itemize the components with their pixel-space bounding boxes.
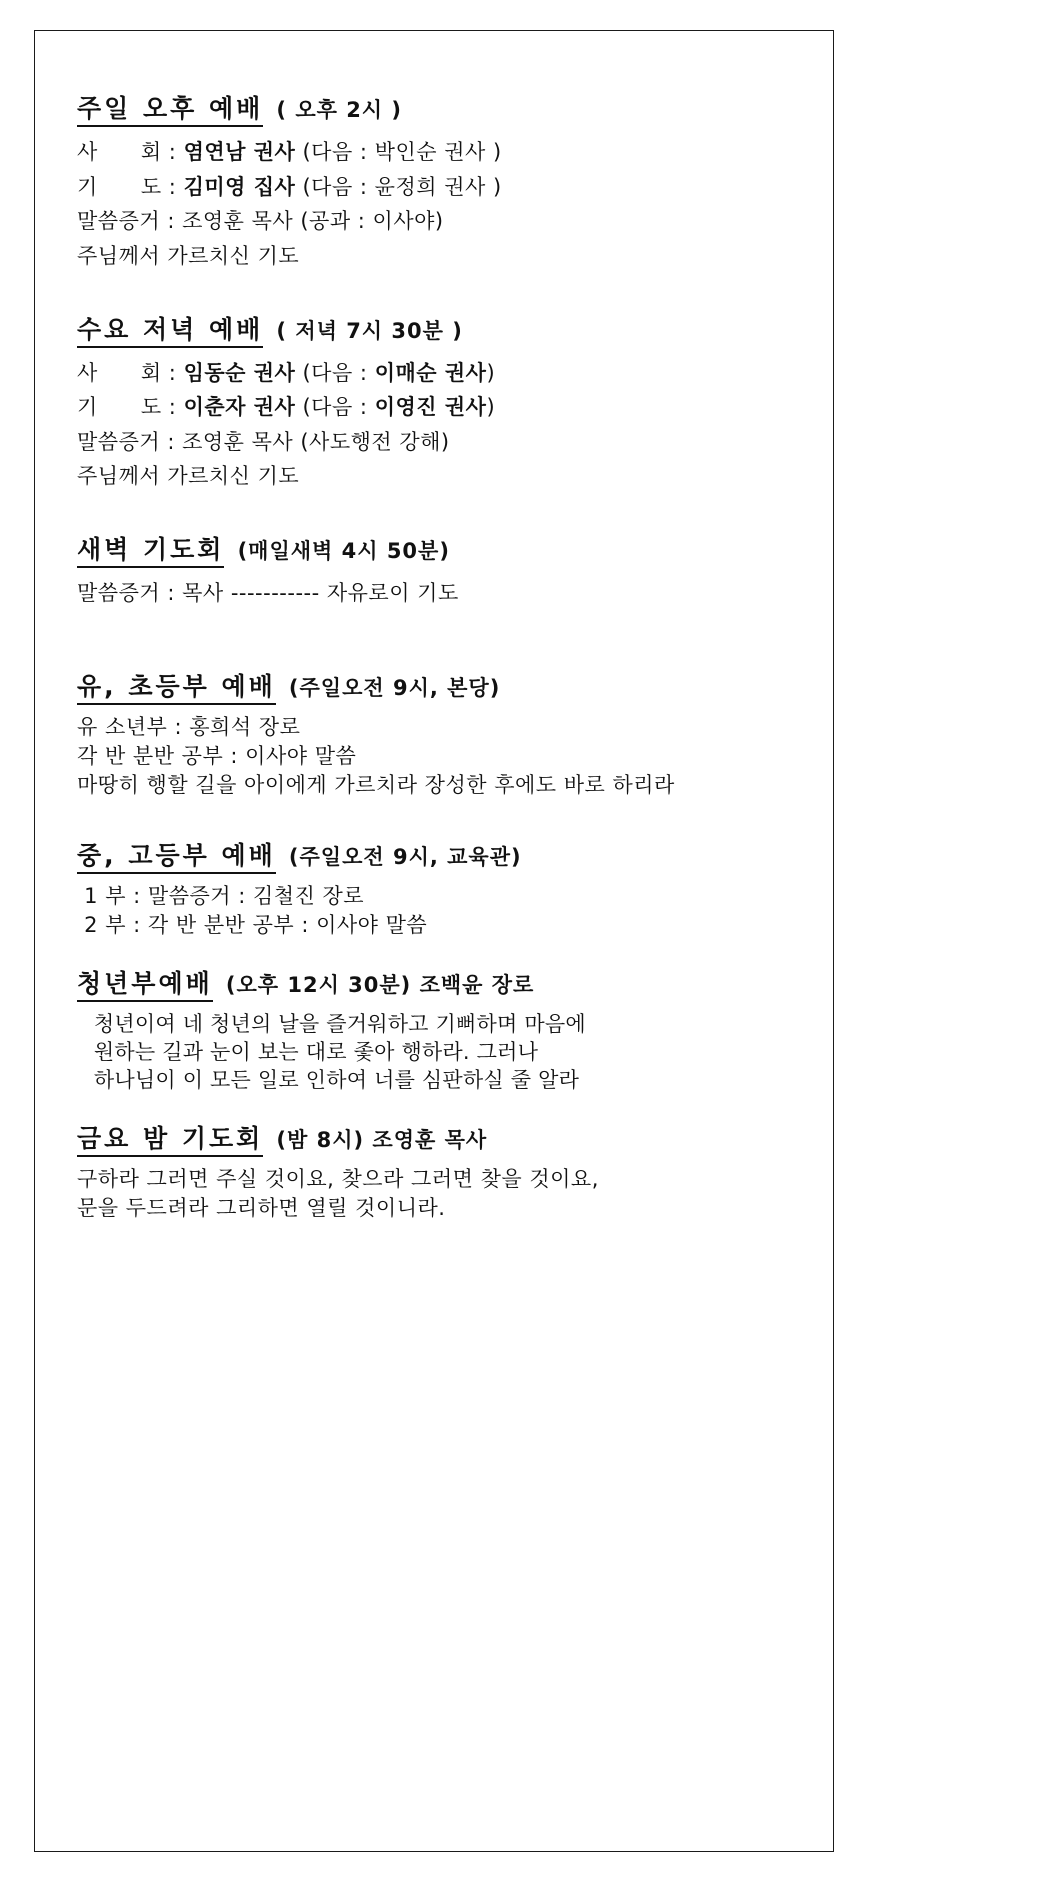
section-line: 각 반 분반 공부 : 이사야 말씀 (77, 743, 357, 768)
section-line: 말씀증거 : 조영훈 목사 (공과 : 이사야) (77, 209, 444, 234)
verse-line: 원하는 길과 눈이 보는 대로 좇아 행하라. 그러나 (87, 1039, 539, 1064)
section-young-adult-service (77, 964, 813, 1095)
verse-line: 하나님이 이 모든 일로 인하여 너를 심판하실 줄 알라 (87, 1068, 580, 1093)
line-label: 사 회 : (77, 140, 184, 164)
section-subtitle: (주일오전 9시, 본당) (288, 675, 501, 700)
spacer (77, 950, 813, 964)
bulletin-content (35, 89, 833, 1223)
section-subtitle: (오후 12시 30분) 조백윤 장로 (225, 972, 535, 997)
line-label: 사 회 : (77, 360, 184, 385)
line-label: 기 도 : (77, 395, 184, 420)
section-line: 유 소년부 : 홍희석 장로 (77, 714, 301, 739)
section-subtitle: (밤 8시) 조영훈 목사 (276, 1127, 488, 1152)
line-strong-2: 이영진 권사 (374, 395, 487, 420)
section-heading (77, 89, 813, 125)
section-line: 주님께서 가르치신 기도 (77, 243, 300, 268)
section-middle-high-school-service (77, 836, 813, 940)
section-kindergarten-elementary-service (77, 667, 813, 800)
verse-line: 청년이여 네 청년의 날을 즐거워하고 기뻐하며 마음에 (87, 1011, 586, 1036)
section-title: 청년부예배 (77, 969, 213, 1002)
section-line (77, 390, 813, 425)
section-subtitle: (매일새벽 4시 50분) (237, 539, 450, 564)
line-label: 기 도 : (77, 174, 184, 199)
section-line (77, 356, 813, 391)
line-rest-2: ) (486, 395, 496, 420)
section-line: 말씀증거 : 목사 ----------- 자유로이 기도 (77, 581, 459, 606)
spacer (77, 1105, 813, 1119)
line-rest: (다음 : 윤정희 권사 ) (295, 174, 502, 199)
line-rest: (다음 : (295, 360, 375, 385)
section-heading (77, 667, 813, 703)
line-rest: (다음 : (295, 395, 375, 420)
section-line: 말씀증거 : 조영훈 목사 (사도행전 강해) (77, 429, 450, 454)
section-title: 중, 고등부 예배 (77, 841, 276, 874)
section-line (77, 170, 813, 205)
section-line: 1 부 : 말씀증거 : 김철진 장로 (77, 883, 365, 908)
line-rest: (다음 : 박인순 권사 ) (295, 140, 502, 164)
line-strong: 이춘자 권사 (183, 395, 296, 420)
line-strong: 임동순 권사 (183, 360, 296, 385)
section-heading (77, 836, 813, 872)
section-line: 문을 두드려라 그리하면 열릴 것이니라. (77, 1195, 446, 1220)
section-subtitle: ( 저녁 7시 30분 ) (276, 318, 463, 343)
spacer (77, 810, 813, 836)
spacer (77, 504, 813, 530)
section-dawn-prayer-meeting (77, 530, 813, 611)
line-strong: 염연남 권사 (183, 140, 296, 164)
section-title: 수요 저녁 예배 (77, 315, 263, 348)
line-strong-2: 이매순 권사 (374, 360, 487, 385)
section-line: 마땅히 행할 길을 아이에게 가르치라 장성한 후에도 바로 하리라 (77, 772, 675, 797)
section-title: 금요 밤 기도회 (77, 1124, 263, 1157)
section-line: 구하라 그러면 주실 것이요, 찾으라 그러면 찾을 것이요, (77, 1166, 599, 1191)
line-strong: 김미영 집사 (183, 174, 296, 199)
section-line (77, 135, 813, 170)
line-rest-2: ) (486, 360, 496, 385)
section-line: 주님께서 가르치신 기도 (77, 464, 300, 489)
spacer (77, 284, 813, 310)
section-title: 유, 초등부 예배 (77, 672, 276, 705)
bulletin-page (34, 30, 834, 1852)
section-wednesday-evening-service (77, 310, 813, 495)
section-friday-night-prayer-meeting (77, 1119, 813, 1223)
section-title: 새벽 기도회 (77, 535, 224, 568)
section-line: 2 부 : 각 반 분반 공부 : 이사야 말씀 (77, 912, 428, 937)
section-sunday-afternoon-service (77, 89, 813, 274)
section-title: 주일 오후 예배 (77, 94, 263, 127)
spacer (77, 621, 813, 667)
section-subtitle: (주일오전 9시, 교육관) (288, 844, 522, 869)
section-heading (77, 964, 813, 1000)
section-heading (77, 1119, 813, 1155)
section-subtitle: ( 오후 2시 ) (276, 98, 403, 122)
section-heading (77, 530, 813, 566)
section-heading (77, 310, 813, 346)
